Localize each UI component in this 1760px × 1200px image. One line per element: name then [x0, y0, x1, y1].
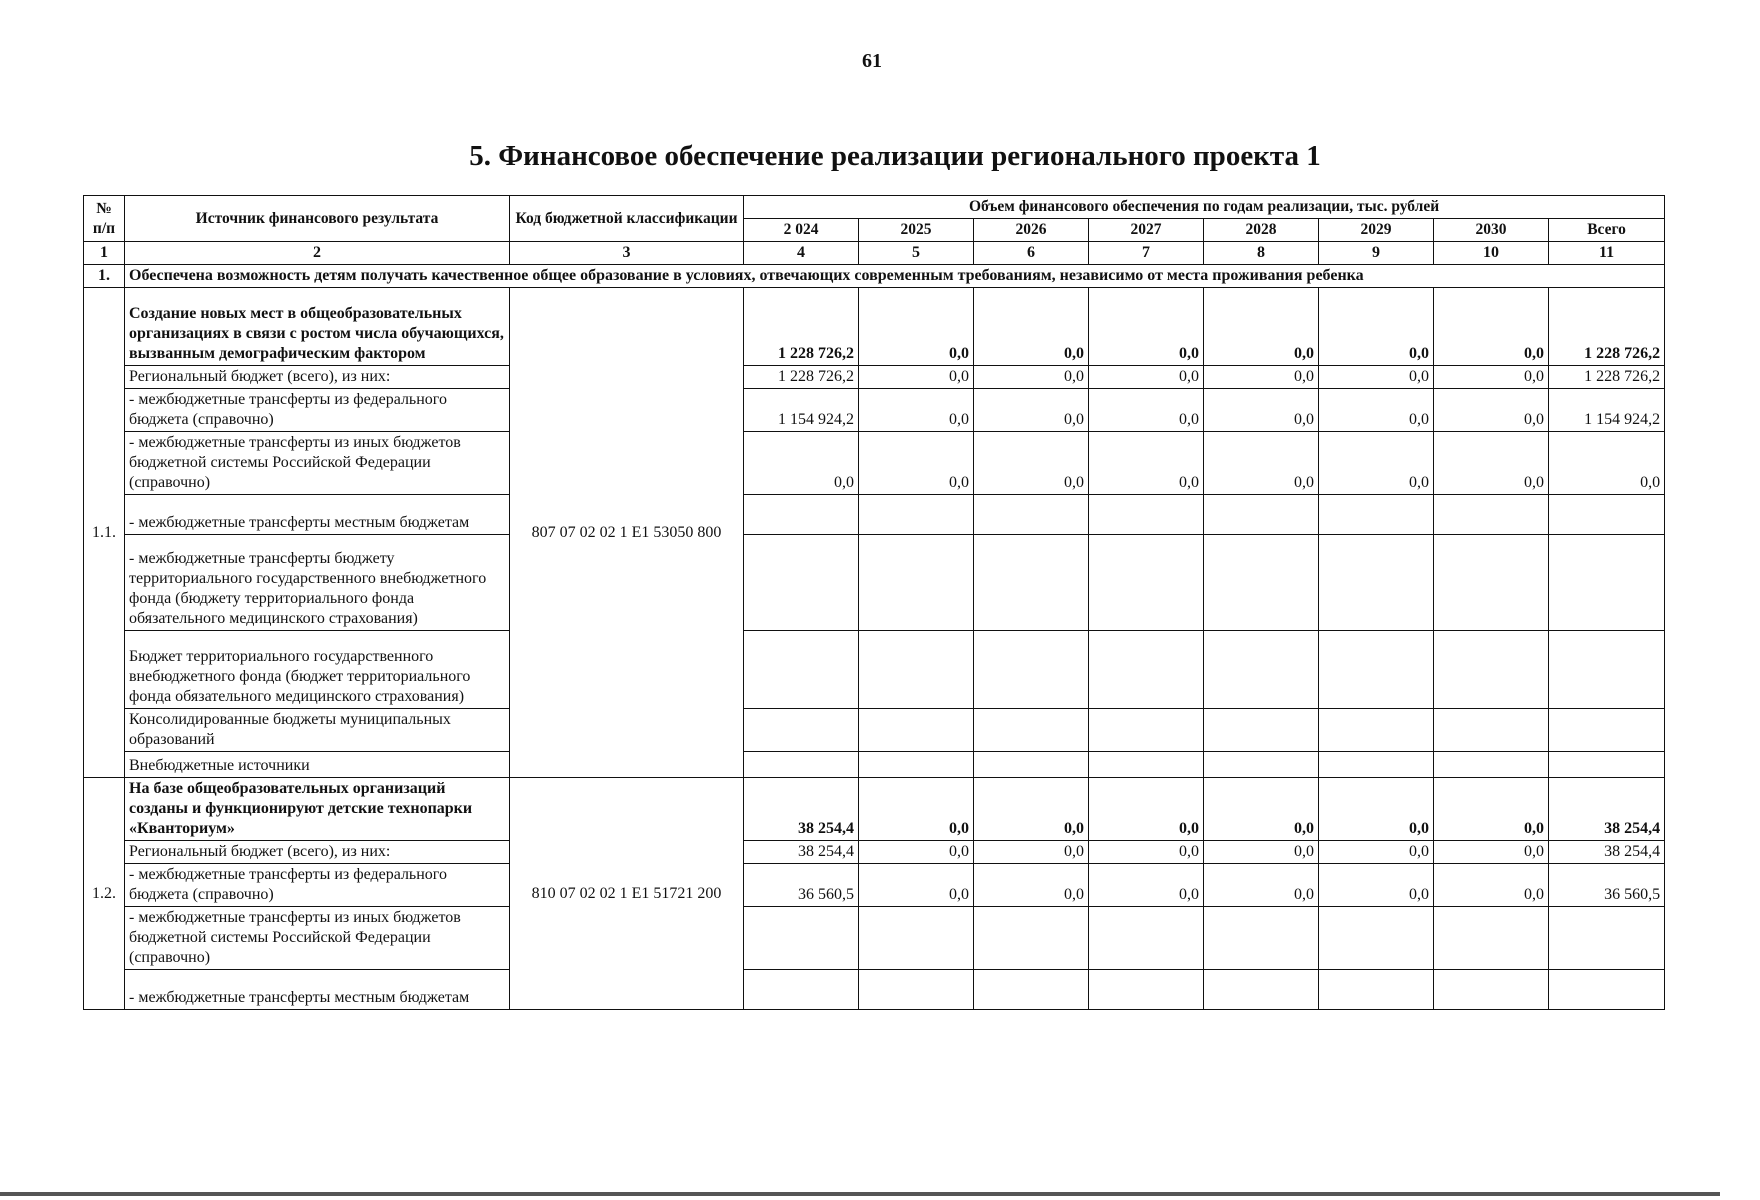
table-row — [84, 432, 1665, 495]
value-cell — [744, 535, 859, 631]
total-cell — [1549, 970, 1665, 1010]
value-cell — [859, 907, 974, 970]
column-index: 2 — [125, 242, 510, 265]
table-row — [84, 631, 1665, 709]
header-year: 2028 — [1204, 219, 1319, 242]
value-cell — [974, 709, 1089, 752]
header-year: 2 024 — [744, 219, 859, 242]
total-cell: 38 254,4 — [1549, 778, 1665, 841]
value-cell — [1089, 970, 1204, 1010]
value-cell: 0,0 — [974, 864, 1089, 907]
column-index: 1 — [84, 242, 125, 265]
table-row — [84, 778, 1665, 841]
column-index: 7 — [1089, 242, 1204, 265]
value-cell: 0,0 — [1089, 778, 1204, 841]
value-cell — [1434, 535, 1549, 631]
source-cell: Внебюджетные источники — [125, 752, 510, 778]
value-cell: 0,0 — [1204, 366, 1319, 389]
total-cell — [1549, 907, 1665, 970]
value-cell: 0,0 — [1434, 432, 1549, 495]
value-cell — [859, 631, 974, 709]
source-cell: - межбюджетные трансферты из иных бюджетов бюджетной системы Российской Федерации (справочно) — [125, 907, 510, 970]
source-cell: Региональный бюджет (всего), из них: — [125, 841, 510, 864]
table-row — [84, 288, 1665, 366]
value-cell — [1319, 752, 1434, 778]
value-cell: 1 154 924,2 — [744, 389, 859, 432]
value-cell: 0,0 — [1204, 864, 1319, 907]
value-cell — [1319, 970, 1434, 1010]
document-title: 5. Финансовое обеспечение реализации регионального проекта 1 — [469, 140, 1321, 172]
source-cell: - межбюджетные трансферты из федерального бюджета (справочно) — [125, 864, 510, 907]
value-cell: 0,0 — [974, 366, 1089, 389]
section-row — [84, 265, 1665, 288]
value-cell — [1089, 535, 1204, 631]
value-cell — [1319, 535, 1434, 631]
value-cell — [974, 535, 1089, 631]
value-cell: 1 228 726,2 — [744, 366, 859, 389]
column-index: 10 — [1434, 242, 1549, 265]
value-cell: 36 560,5 — [744, 864, 859, 907]
value-cell: 0,0 — [859, 864, 974, 907]
value-cell: 0,0 — [859, 432, 974, 495]
source-cell: - межбюджетные трансферты бюджету территориального государственного внебюджетного фонда (бюджету территориального фонда обязательного медицинского страхования) — [125, 535, 510, 631]
total-cell — [1549, 495, 1665, 535]
value-cell: 0,0 — [974, 432, 1089, 495]
value-cell: 0,0 — [1204, 778, 1319, 841]
value-cell: 0,0 — [1434, 389, 1549, 432]
value-cell — [974, 752, 1089, 778]
value-cell: 0,0 — [1319, 778, 1434, 841]
value-cell — [859, 970, 974, 1010]
source-cell: На базе общеобразовательных организаций созданы и функционируют детские технопарки «Кванториум» — [125, 778, 510, 841]
value-cell: 38 254,4 — [744, 778, 859, 841]
page-number: 61 — [862, 50, 882, 72]
value-cell — [1204, 752, 1319, 778]
column-index: 11 — [1549, 242, 1665, 265]
value-cell: 0,0 — [859, 288, 974, 366]
value-cell — [974, 495, 1089, 535]
row-number: 1.2. — [84, 778, 125, 1010]
value-cell: 0,0 — [1319, 432, 1434, 495]
value-cell — [974, 970, 1089, 1010]
value-cell: 0,0 — [1319, 841, 1434, 864]
value-cell — [744, 631, 859, 709]
value-cell: 38 254,4 — [744, 841, 859, 864]
value-cell — [1204, 495, 1319, 535]
value-cell — [1089, 631, 1204, 709]
value-cell — [1204, 970, 1319, 1010]
value-cell — [1319, 907, 1434, 970]
value-cell: 0,0 — [1089, 288, 1204, 366]
header-year: 2030 — [1434, 219, 1549, 242]
section-title: Обеспечена возможность детям получать качественное общее образование в условиях, отвечающих современным требованиям, независимо от места проживания ребенка — [125, 265, 1665, 288]
column-index: 8 — [1204, 242, 1319, 265]
column-index: 9 — [1319, 242, 1434, 265]
value-cell — [859, 709, 974, 752]
column-index: 3 — [510, 242, 744, 265]
value-cell: 0,0 — [859, 366, 974, 389]
value-cell: 0,0 — [974, 389, 1089, 432]
value-cell: 0,0 — [1204, 288, 1319, 366]
header-total: Всего — [1549, 219, 1665, 242]
value-cell: 0,0 — [1434, 288, 1549, 366]
source-cell: Консолидированные бюджеты муниципальных образований — [125, 709, 510, 752]
column-index-row — [84, 242, 1665, 265]
value-cell — [859, 495, 974, 535]
financing-table — [83, 195, 1665, 1010]
value-cell — [1204, 907, 1319, 970]
header-volume: Объем финансового обеспечения по годам реализации, тыс. рублей — [744, 196, 1665, 219]
table-row — [84, 535, 1665, 631]
value-cell: 0,0 — [1434, 841, 1549, 864]
value-cell — [1319, 495, 1434, 535]
value-cell — [1204, 535, 1319, 631]
header-year: 2027 — [1089, 219, 1204, 242]
value-cell — [1204, 631, 1319, 709]
value-cell — [1434, 970, 1549, 1010]
column-index: 5 — [859, 242, 974, 265]
scan-edge-bar — [0, 1192, 1720, 1196]
value-cell: 0,0 — [1204, 432, 1319, 495]
value-cell — [1434, 709, 1549, 752]
value-cell — [1089, 495, 1204, 535]
source-cell: - межбюджетные трансферты из федерального бюджета (справочно) — [125, 389, 510, 432]
total-cell: 1 154 924,2 — [1549, 389, 1665, 432]
value-cell: 0,0 — [1319, 366, 1434, 389]
value-cell — [1319, 709, 1434, 752]
row-number: 1.1. — [84, 288, 125, 778]
value-cell: 0,0 — [1089, 432, 1204, 495]
source-cell: - межбюджетные трансферты местным бюджетам — [125, 495, 510, 535]
table-row — [84, 841, 1665, 864]
total-cell: 1 228 726,2 — [1549, 366, 1665, 389]
table-row — [84, 366, 1665, 389]
value-cell: 0,0 — [1204, 841, 1319, 864]
header-year: 2025 — [859, 219, 974, 242]
table-row — [84, 389, 1665, 432]
value-cell — [1434, 907, 1549, 970]
value-cell: 0,0 — [1089, 864, 1204, 907]
column-index: 6 — [974, 242, 1089, 265]
value-cell — [744, 709, 859, 752]
total-cell — [1549, 752, 1665, 778]
table-row — [84, 709, 1665, 752]
value-cell — [1089, 907, 1204, 970]
value-cell — [1204, 709, 1319, 752]
value-cell: 0,0 — [1204, 389, 1319, 432]
value-cell: 0,0 — [1089, 841, 1204, 864]
section-num: 1. — [84, 265, 125, 288]
table-row — [84, 752, 1665, 778]
budget-code: 807 07 02 02 1 E1 53050 800 — [510, 288, 744, 778]
value-cell: 0,0 — [859, 778, 974, 841]
total-cell — [1549, 709, 1665, 752]
source-cell: Бюджет территориального государственного внебюджетного фонда (бюджет территориального фонда обязательного медицинского страхования) — [125, 631, 510, 709]
budget-code: 810 07 02 02 1 E1 51721 200 — [510, 778, 744, 1010]
value-cell — [859, 752, 974, 778]
value-cell — [859, 535, 974, 631]
table-row — [84, 907, 1665, 970]
value-cell: 0,0 — [1089, 366, 1204, 389]
value-cell — [744, 907, 859, 970]
value-cell: 0,0 — [1434, 778, 1549, 841]
total-cell: 38 254,4 — [1549, 841, 1665, 864]
total-cell: 0,0 — [1549, 432, 1665, 495]
value-cell: 1 228 726,2 — [744, 288, 859, 366]
value-cell: 0,0 — [859, 841, 974, 864]
table-row — [84, 495, 1665, 535]
value-cell — [744, 495, 859, 535]
header-year: 2029 — [1319, 219, 1434, 242]
value-cell: 0,0 — [974, 778, 1089, 841]
value-cell — [1434, 631, 1549, 709]
value-cell: 0,0 — [1319, 288, 1434, 366]
table-row — [84, 864, 1665, 907]
value-cell: 0,0 — [974, 288, 1089, 366]
column-index: 4 — [744, 242, 859, 265]
value-cell — [1319, 631, 1434, 709]
header-source: Источник финансового результата — [125, 196, 510, 242]
value-cell — [1089, 752, 1204, 778]
value-cell: 0,0 — [974, 841, 1089, 864]
value-cell: 0,0 — [744, 432, 859, 495]
header-year: 2026 — [974, 219, 1089, 242]
value-cell: 0,0 — [859, 389, 974, 432]
value-cell — [744, 970, 859, 1010]
value-cell — [744, 752, 859, 778]
value-cell: 0,0 — [1319, 864, 1434, 907]
header-num: № п/п — [84, 196, 125, 242]
value-cell: 0,0 — [1319, 389, 1434, 432]
total-cell — [1549, 631, 1665, 709]
value-cell: 0,0 — [1434, 864, 1549, 907]
value-cell — [1434, 495, 1549, 535]
header-row-1 — [84, 196, 1665, 219]
source-cell: Создание новых мест в общеобразовательных организациях в связи с ростом числа обучающихся, вызванным демографическим фактором — [125, 288, 510, 366]
source-cell: Региональный бюджет (всего), из них: — [125, 366, 510, 389]
source-cell: - межбюджетные трансферты местным бюджетам — [125, 970, 510, 1010]
value-cell: 0,0 — [1089, 389, 1204, 432]
value-cell — [1434, 752, 1549, 778]
header-code: Код бюджетной классификации — [510, 196, 744, 242]
total-cell: 36 560,5 — [1549, 864, 1665, 907]
value-cell — [974, 907, 1089, 970]
source-cell: - межбюджетные трансферты из иных бюджетов бюджетной системы Российской Федерации (справочно) — [125, 432, 510, 495]
total-cell — [1549, 535, 1665, 631]
value-cell: 0,0 — [1434, 366, 1549, 389]
value-cell — [1089, 709, 1204, 752]
table-row — [84, 970, 1665, 1010]
total-cell: 1 228 726,2 — [1549, 288, 1665, 366]
value-cell — [974, 631, 1089, 709]
